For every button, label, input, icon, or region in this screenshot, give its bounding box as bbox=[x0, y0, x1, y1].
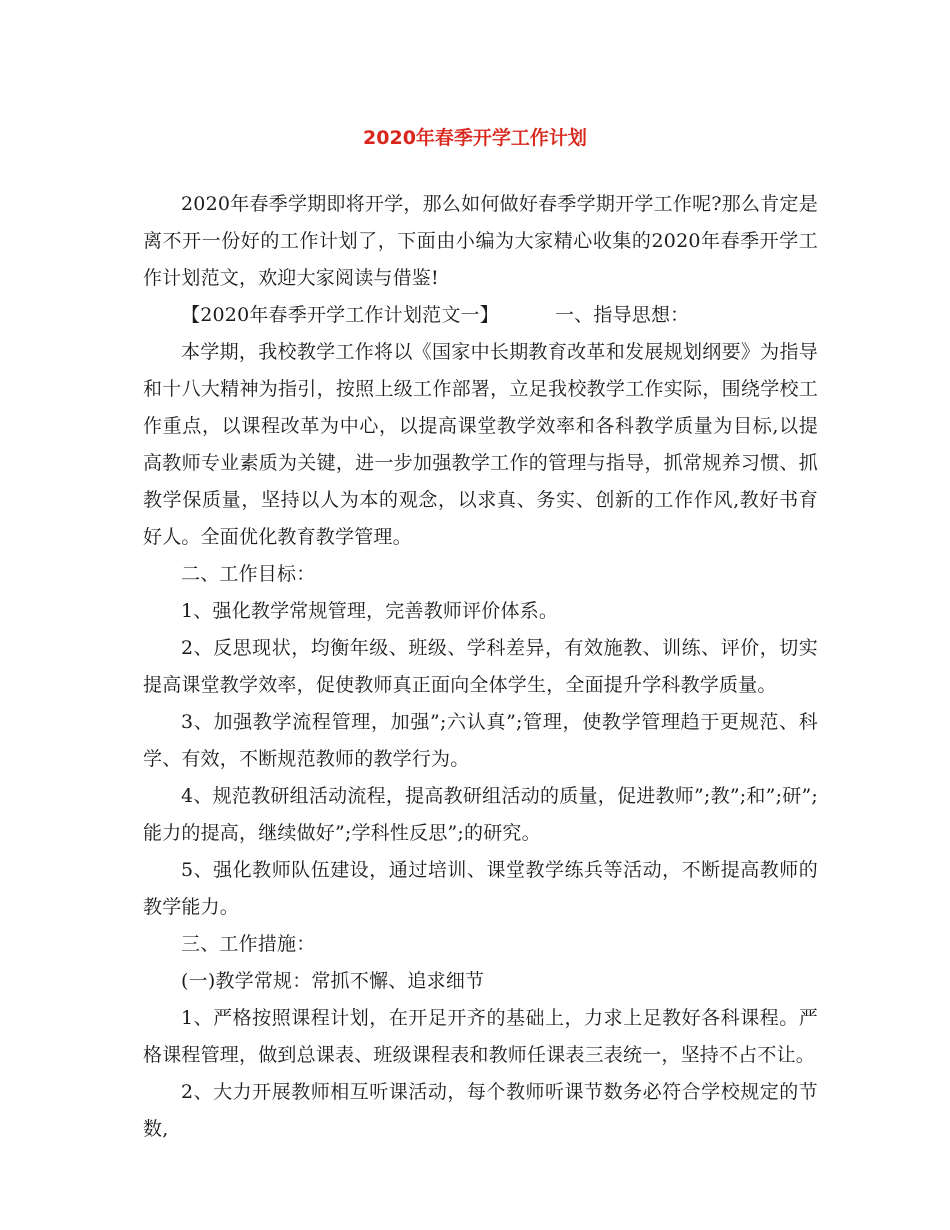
goal-item-4: 4、规范教研组活动流程，提高教研组活动的质量，促进教师”;教”;和”;研”;能力的提高，继续做好”;学科性反思”;的研究。 bbox=[143, 785, 818, 844]
document-title: 2020年春季开学工作计划 bbox=[363, 127, 587, 149]
paragraph-guiding-thought: 本学期，我校教学工作将以《国家中长期教育改革和发展规划纲要》为指导和十八大精神为指引，按照上级工作部署，立足我校教学工作实际，围绕学校工作重点，以课程改革为中心，以提高课堂教学效率和各科教学质量为目标,以提高教师专业素质为关键，进一步加强教学工作的管理与指导，抓常规养习惯、抓教学保质量，坚持以人为本的观念，以求真、务实、创新的工作作风,教好书育好人。全面优化教育教学管理。 bbox=[143, 341, 818, 548]
subheading-teaching-routine: (一)教学常规：常抓不懈、追求细节 bbox=[181, 970, 485, 992]
goal-item-2: 2、反思现状，均衡年级、班级、学科差异，有效施教、训练、评价，切实提高课堂教学效率，促使教师真正面向全体学生，全面提升学科教学质量。 bbox=[143, 637, 818, 696]
section-heading-title: 【2020年春季开学工作计划范文一】 bbox=[181, 304, 499, 326]
section-heading-guiding: 一、指导思想： bbox=[554, 304, 690, 326]
goal-item-5: 5、强化教师队伍建设，通过培训、课堂教学练兵等活动，不断提高教师的教学能力。 bbox=[143, 859, 818, 918]
heading-work-goals: 二、工作目标： bbox=[181, 563, 316, 585]
section-heading-line bbox=[143, 297, 818, 334]
goal-item-3: 3、加强教学流程管理，加强”;六认真”;管理，使教学管理趋于更规范、科学、有效，不断规范教师的教学行为。 bbox=[143, 711, 818, 770]
goal-item-1: 1、强化教学常规管理，完善教师评价体系。 bbox=[181, 600, 559, 622]
measure-item-1: 1、严格按照课程计划，在开足开齐的基础上，力求上足教好各科课程。严格课程管理，做到总课表、班级课程表和教师任课表三表统一，坚持不占不让。 bbox=[143, 1007, 818, 1066]
measure-item-2: 2、大力开展教师相互听课活动，每个教师听课节数务必符合学校规定的节数, bbox=[143, 1081, 818, 1140]
intro-paragraph: 2020年春季学期即将开学，那么如何做好春季学期开学工作呢?那么肯定是离不开一份好的工作计划了，下面由小编为大家精心收集的2020年春季开学工作计划范文，欢迎大家阅读与借鉴! bbox=[143, 193, 818, 289]
document-body bbox=[143, 186, 818, 1148]
heading-work-measures: 三、工作措施： bbox=[181, 933, 316, 955]
